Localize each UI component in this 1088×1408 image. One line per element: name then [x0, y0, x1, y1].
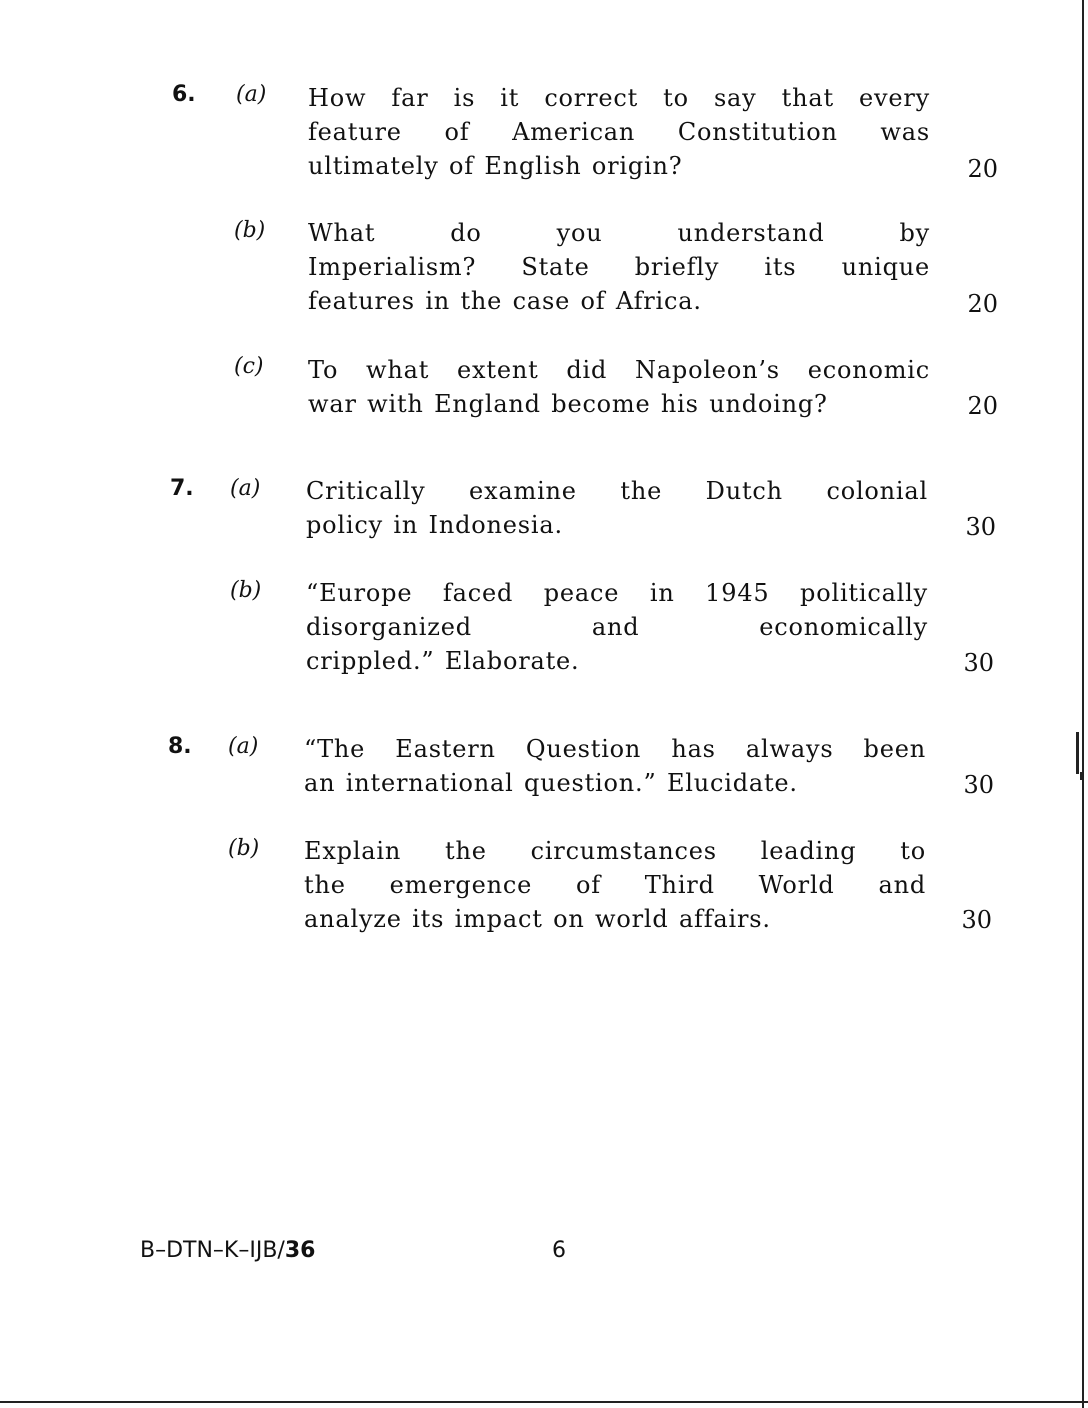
question-text: [306, 576, 928, 678]
question-line: features in the case of Africa.: [308, 287, 702, 315]
part-label: (a): [236, 82, 267, 107]
question-line: feature of American Constitution was: [308, 118, 930, 146]
question-number: 6.: [172, 82, 196, 107]
part-label: (b): [234, 218, 266, 243]
marks: 30: [961, 906, 992, 934]
question-line: analyze its impact on world affairs.: [304, 905, 771, 933]
question-line: Imperialism? State briefly its unique: [308, 253, 930, 281]
question-line: To what extent did Napoleon’s economic: [308, 356, 930, 384]
question-line: policy in Indonesia.: [306, 511, 563, 539]
question-text: [308, 81, 930, 183]
question-number: 8.: [168, 734, 192, 759]
question-text: [308, 353, 930, 421]
marks: 30: [963, 649, 994, 677]
question-text: [304, 732, 926, 800]
question-line: crippled.” Elaborate.: [306, 647, 580, 675]
question-line: What do you understand by: [308, 219, 930, 247]
question-line: Critically examine the Dutch colonial: [306, 477, 928, 505]
paper-code-suffix: 36: [284, 1238, 316, 1263]
part-label: (a): [230, 476, 261, 501]
marks: 20: [967, 290, 998, 318]
question-text: [308, 216, 930, 318]
scan-mark: [1076, 732, 1079, 774]
marks: 30: [965, 513, 996, 541]
question-line: disorganized and economically: [306, 613, 928, 641]
question-line: an international question.” Elucidate.: [304, 769, 798, 797]
scan-border-bottom: [0, 1401, 1088, 1403]
marks: 20: [967, 155, 998, 183]
question-line: war with England become his undoing?: [308, 390, 828, 418]
scan-mark: [1080, 772, 1084, 780]
question-number: 7.: [170, 476, 194, 501]
marks: 30: [963, 771, 994, 799]
part-label: (b): [228, 836, 260, 861]
question-text: [306, 474, 928, 542]
question-line: Explain the circumstances leading to: [304, 837, 926, 865]
part-label: (b): [230, 578, 262, 603]
scan-border-right: [1082, 0, 1084, 1408]
question-text: [304, 834, 926, 936]
question-line: ultimately of English origin?: [308, 152, 683, 180]
part-label: (a): [228, 734, 259, 759]
page-number: 6: [552, 1238, 566, 1263]
question-line: the emergence of Third World and: [304, 871, 926, 899]
marks: 20: [967, 392, 998, 420]
question-line: “The Eastern Question has always been: [304, 735, 926, 763]
paper-code: [140, 1234, 315, 1268]
question-line: “Europe faced peace in 1945 politically: [306, 579, 928, 607]
part-label: (c): [234, 354, 264, 379]
paper-code-prefix: B–DTN–K–IJB/: [140, 1238, 285, 1263]
question-line: How far is it correct to say that every: [308, 84, 930, 112]
